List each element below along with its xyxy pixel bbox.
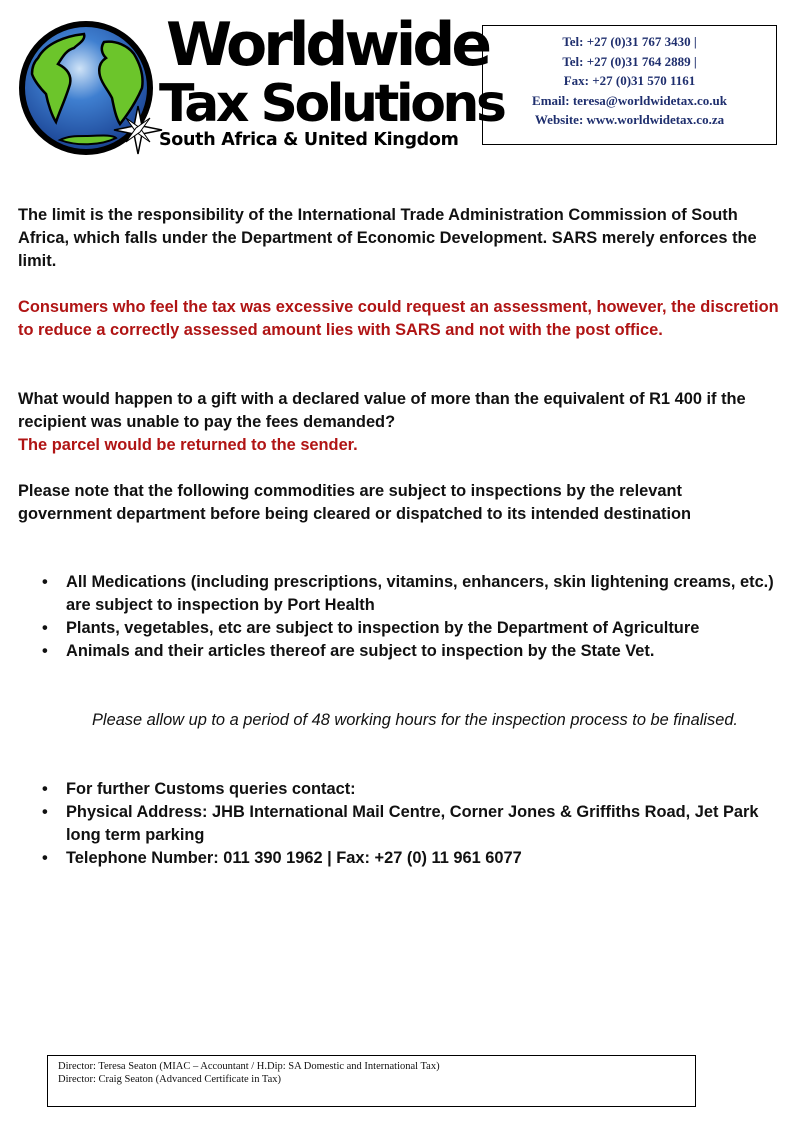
globe-with-compass-icon [16, 18, 166, 158]
paragraph-text: Consumers who feel the tax was excessive could request an assessment, however, the discretion to reduce a correctly assessed amount lies with SARS and not with the post office. [18, 298, 779, 339]
paragraph-text: Please note that the following commodities are subject to inspections by the relevant government department before being cleared or dispatched to its intended destination [18, 482, 692, 523]
logo-subtitle: South Africa & United Kingdom [159, 130, 459, 150]
list-item-text: Physical Address: JHB International Mail Centre, Corner Jones & Griffiths Road, Jet Park long term parking [66, 803, 759, 844]
bullet-icon: • [42, 619, 48, 637]
contact-info-box [482, 25, 777, 145]
bullet-icon: • [42, 803, 48, 821]
paragraph-text: The limit is the responsibility of the International Trade Administration Commission of South Africa, which falls under the Department of Economic Development. SARS merely enforces the limit. [18, 206, 757, 270]
footer-directors-box [47, 1055, 696, 1107]
list-item [40, 847, 780, 870]
list-item-text: Telephone Number: 011 390 1962 | Fax: +27 (0) 11 961 6077 [66, 849, 522, 867]
inspection-list [40, 571, 780, 663]
list-item-text: All Medications (including prescriptions, vitamins, enhancers, skin lightening creams, etc.) are subject to inspection by Port Health [66, 573, 774, 614]
bullet-icon: • [42, 642, 48, 660]
inspection-note: Please allow up to a period of 48 working hours for the inspection process to be finalised. [92, 711, 738, 729]
list-item [40, 801, 780, 847]
contact-tel-2: Tel: +27 (0)31 764 2889 | [562, 53, 697, 69]
customs-contact-list [40, 778, 780, 870]
paragraph-assessment [18, 296, 780, 342]
bullet-icon: • [42, 573, 48, 591]
logo-title-line1: Worldwide [166, 10, 489, 80]
contact-tel-1: Tel: +27 (0)31 767 3430 | [562, 34, 697, 49]
list-item [40, 640, 780, 663]
company-logo [16, 10, 504, 160]
list-item [40, 571, 780, 617]
bullet-icon: • [42, 780, 48, 798]
list-item-text: For further Customs queries contact: [66, 780, 356, 798]
footer-director-2: Director: Craig Seaton (Advanced Certificate in Tax) [58, 1074, 281, 1085]
contact-website[interactable]: Website: www.worldwidetax.co.za [534, 112, 725, 127]
question-text: What would happen to a gift with a declared value of more than the equivalent of R1 400 if the recipient was unable to pay the fees demanded? [18, 390, 746, 431]
list-item-text: Plants, vegetables, etc are subject to inspection by the Department of Agriculture [66, 619, 700, 637]
list-item [40, 778, 780, 801]
paragraph-inspection-intro [18, 480, 780, 526]
paragraph-limit-responsibility [18, 204, 780, 273]
contact-email[interactable]: Email: teresa@worldwidetax.co.uk [532, 92, 727, 108]
answer-text: The parcel would be returned to the sender. [18, 436, 358, 454]
footer-director-1: Director: Teresa Seaton (MIAC – Accountant / H.Dip: SA Domestic and International Tax) [58, 1061, 440, 1072]
logo-title-line2: Tax Solutions [159, 74, 504, 134]
list-item-text: Animals and their articles thereof are subject to inspection by the State Vet. [66, 642, 655, 660]
contact-fax: Fax: +27 (0)31 570 1161 [563, 73, 696, 88]
list-item [40, 617, 780, 640]
bullet-icon: • [42, 849, 48, 867]
question-block [18, 388, 780, 457]
